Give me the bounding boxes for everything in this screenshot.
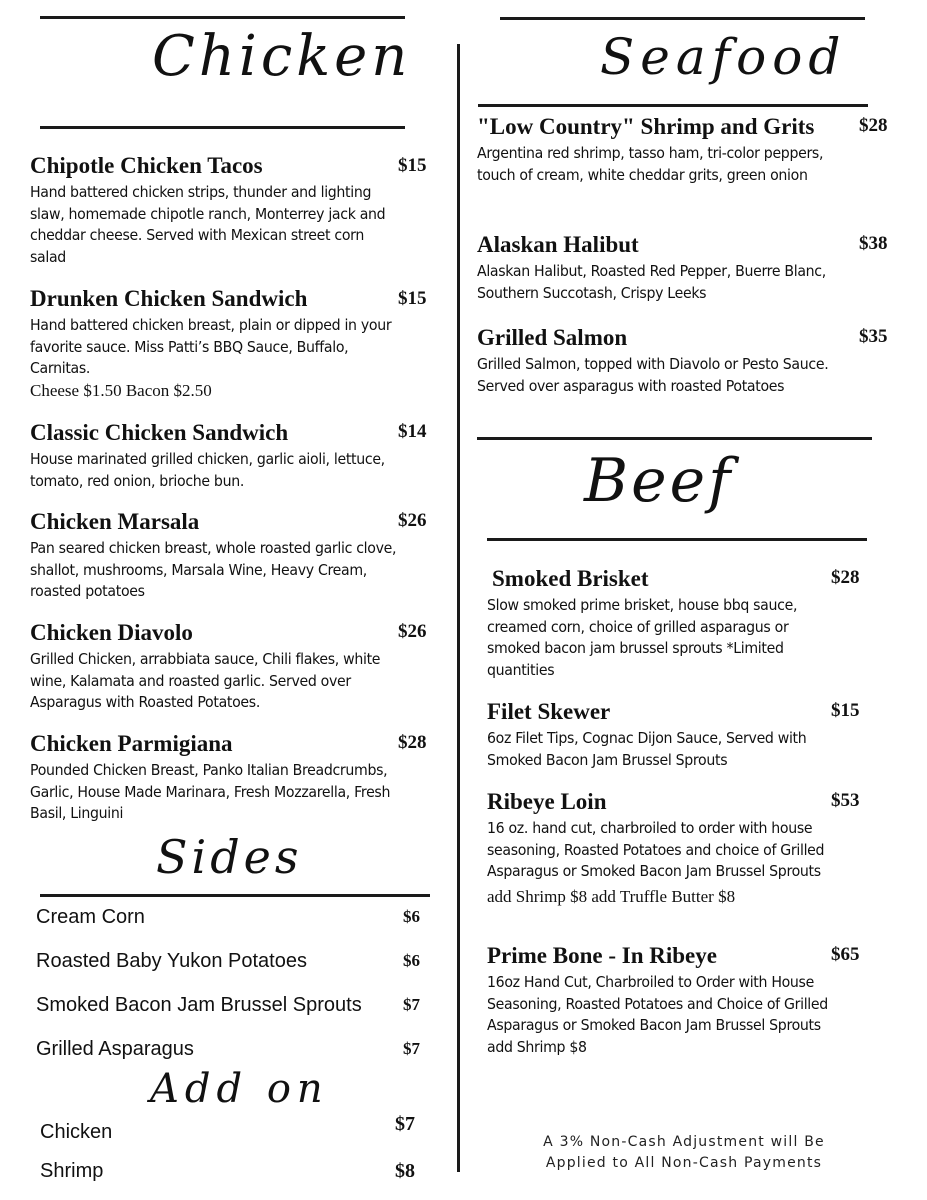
item-name: Ribeye Loin [487, 789, 607, 814]
addon-item-price: $7 [395, 1113, 415, 1135]
item-price: $35 [859, 326, 888, 347]
item-description: Pounded Chicken Breast, Panko Italian Breadcrumbs, Garlic, House Made Marinara, Fresh Mozzarella, Fresh Basil, Linguini [30, 761, 391, 822]
side-item-name: Roasted Baby Yukon Potatoes [36, 950, 307, 972]
addon-item-name: Shrimp [40, 1160, 104, 1182]
section-title-chicken: Chicken [152, 24, 412, 89]
item-name: Prime Bone - In Ribeye [487, 943, 717, 968]
item-price: $14 [398, 421, 427, 442]
item-description: Slow smoked prime brisket, house bbq sauce, creamed corn, choice of grilled asparagus or smoked bacon jam brussel sprouts *Limited quantities [487, 596, 798, 679]
item-description: Argentina red shrimp, tasso ham, tri-color peppers, touch of cream, white cheddar grits, green onion [477, 144, 824, 184]
item-description: 6oz Filet Tips, Cognac Dijon Sauce, Served with Smoked Bacon Jam Brussel Sprouts [487, 729, 807, 769]
menu-item-classic-chicken-sandwich [30, 420, 400, 492]
item-price: $26 [398, 621, 427, 642]
item-name: Smoked Brisket [492, 566, 649, 591]
item-price: $65 [831, 944, 860, 965]
side-item-name: Smoked Bacon Jam Brussel Sprouts [36, 994, 362, 1016]
item-price: $38 [859, 233, 888, 254]
item-price: $28 [398, 732, 427, 753]
divider-rule [477, 437, 872, 440]
item-price: $15 [398, 288, 427, 309]
addon-item-price: $8 [395, 1160, 415, 1182]
divider-rule [478, 104, 868, 107]
side-item-name: Cream Corn [36, 906, 145, 928]
menu-item-smoked-brisket [487, 566, 827, 681]
item-description: Hand battered chicken breast, plain or dipped in your favorite sauce. Miss Patti’s BBQ Sauce, Buffalo, Carnitas. [30, 316, 392, 377]
side-item-name: Grilled Asparagus [36, 1038, 194, 1060]
item-price: $26 [398, 510, 427, 531]
item-name: Chipotle Chicken Tacos [30, 153, 263, 178]
item-name: Grilled Salmon [477, 325, 628, 350]
item-extras: add Shrimp $8 [487, 1037, 587, 1056]
item-name: Chicken Marsala [30, 509, 200, 534]
menu-item-chicken-parmigiana [30, 731, 400, 825]
menu-item-chicken-diavolo [30, 620, 400, 714]
menu-item-drunken-chicken-sandwich [30, 286, 400, 402]
item-name: Filet Skewer [487, 699, 611, 724]
item-extras: add Shrimp $8 add Truffle Butter $8 [487, 886, 736, 906]
item-description: Hand battered chicken strips, thunder and lighting slaw, homemade chipotle ranch, Monterrey jack and cheddar cheese. Served with Mexican street corn salad [30, 183, 386, 266]
item-price: $15 [831, 700, 860, 721]
side-item-price: $7 [403, 1039, 420, 1058]
non-cash-adjustment-note: A 3% Non-Cash Adjustment will Be Applied to All Non-Cash Payments [543, 1134, 825, 1171]
item-extras: Cheese $1.50 Bacon $2.50 [30, 380, 212, 400]
menu-item-chipotle-chicken-tacos [30, 153, 400, 268]
item-name: "Low Country" Shrimp and Grits [477, 114, 815, 139]
column-divider [457, 44, 460, 1172]
item-description: Grilled Chicken, arrabbiata sauce, Chili flakes, white wine, Kalamata and roasted garlic. Served over Asparagus with Roasted Potatoes. [30, 650, 381, 711]
item-name: Alaskan Halibut [477, 232, 639, 257]
section-title-sides: Sides [156, 830, 303, 884]
item-description: Pan seared chicken breast, whole roasted garlic clove, shallot, mushrooms, Marsala Wine, Heavy Cream, roasted potatoes [30, 539, 397, 600]
section-title-seafood: Seafood [600, 28, 847, 86]
item-name: Classic Chicken Sandwich [30, 420, 289, 445]
item-price: $53 [831, 790, 860, 811]
item-description: House marinated grilled chicken, garlic aioli, lettuce, tomato, red onion, brioche bun. [30, 450, 385, 490]
menu-item-prime-bone-in-ribeye [487, 943, 832, 1058]
section-title-add-on: Add on [150, 1066, 329, 1112]
menu-item-low-country-shrimp-and-grits [477, 114, 847, 186]
menu-item-alaskan-halibut [477, 232, 847, 304]
item-name: Chicken Parmigiana [30, 731, 233, 756]
divider-rule [40, 126, 405, 129]
item-price: $28 [831, 567, 860, 588]
side-item-price: $7 [403, 995, 420, 1014]
side-item-price: $6 [403, 951, 420, 970]
divider-rule [40, 894, 430, 897]
menu-item-grilled-salmon [477, 325, 847, 397]
item-price: $28 [859, 115, 888, 136]
addon-item-name: Chicken [40, 1121, 113, 1143]
item-description: 16oz Hand Cut, Charbroiled to Order with House Seasoning, Roasted Potatoes and Choice of Grilled Asparagus or Smoked Bacon Jam Brussel Sprouts [487, 973, 828, 1034]
section-title-beef: Beef [584, 446, 734, 516]
divider-rule [40, 16, 405, 19]
menu-item-filet-skewer [487, 699, 832, 771]
item-description: 16 oz. hand cut, charbroiled to order with house seasoning, Roasted Potatoes and choice of Grilled Asparagus or Smoked Bacon Jam Brussel Sprouts [487, 819, 825, 880]
menu-item-ribeye-loin [487, 789, 832, 908]
menu-item-chicken-marsala [30, 509, 400, 603]
divider-rule [500, 17, 865, 20]
item-name: Chicken Diavolo [30, 620, 193, 645]
divider-rule [487, 538, 867, 541]
item-description: Alaskan Halibut, Roasted Red Pepper, Buerre Blanc, Southern Succotash, Crispy Leeks [477, 262, 826, 302]
side-item-price: $6 [403, 907, 420, 926]
item-description: Grilled Salmon, topped with Diavolo or Pesto Sauce. Served over asparagus with roasted Potatoes [477, 355, 829, 395]
item-name: Drunken Chicken Sandwich [30, 286, 308, 311]
item-price: $15 [398, 155, 427, 176]
